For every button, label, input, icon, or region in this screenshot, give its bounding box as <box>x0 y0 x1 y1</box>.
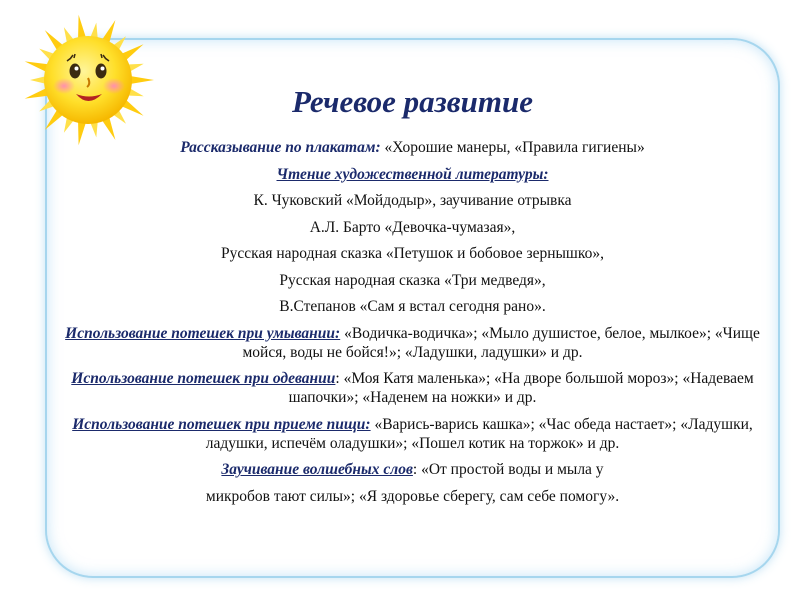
line-text: «Хорошие манеры, «Правила гигиены» <box>380 139 645 156</box>
line-text: микробов тают силы»; «Я здоровье сберегу, сам себе помогу». <box>205 487 620 505</box>
line-text: «Варись-варись кашка»; «Час обеда настает»; «Ладушки, ладушки, испечём оладушки»; «Пошел котик на торжок» и др. <box>205 415 753 452</box>
line-text: «Водичка-водичка»; «Мыло душистое, белое, мылкое»; «Чище мойся, воды не бойся!»; «Ладушки, ладушки» и др. <box>242 324 760 361</box>
line-text: К. Чуковский «Мойдодыр», заучивание отрывка <box>253 192 572 209</box>
text-line <box>50 271 775 290</box>
text-line <box>50 369 775 407</box>
line-heading: Использование потешек при умывании: <box>65 324 341 342</box>
text-line <box>50 165 775 184</box>
page-title: Речевое развитие <box>292 84 533 119</box>
line-heading: Использование потешек при одевании <box>71 370 336 387</box>
text-line <box>50 460 775 479</box>
line-heading: Рассказывание по плакатам: <box>180 139 381 156</box>
content-body <box>50 138 775 513</box>
text-line <box>50 324 775 362</box>
line-text: : «Моя Катя маленька»; «На дворе большой мороз»; «Надеваем шапочки»; «Наденем на ножки» и др. <box>288 370 754 406</box>
line-text: : «От простой воды и мыла у <box>412 461 604 478</box>
text-line <box>50 138 775 157</box>
text-line <box>50 297 775 316</box>
text-line <box>50 218 775 237</box>
text-line <box>50 244 775 263</box>
line-heading: Заучивание волшебных слов <box>221 461 413 478</box>
line-text: В.Степанов «Сам я встал сегодня рано». <box>279 298 546 315</box>
line-text: Русская народная сказка «Петушок и бобовое зернышко», <box>221 245 604 262</box>
smiling-sun-icon <box>10 8 160 148</box>
line-text: А.Л. Барто «Девочка-чумазая», <box>309 218 516 236</box>
text-line <box>50 415 775 453</box>
line-heading: Чтение художественной литературы: <box>276 165 549 183</box>
text-line <box>50 487 775 506</box>
text-line <box>50 191 775 210</box>
line-text: Русская народная сказка «Три медведя», <box>279 271 546 289</box>
line-heading: Использование потешек при приеме пищи: <box>72 415 371 433</box>
